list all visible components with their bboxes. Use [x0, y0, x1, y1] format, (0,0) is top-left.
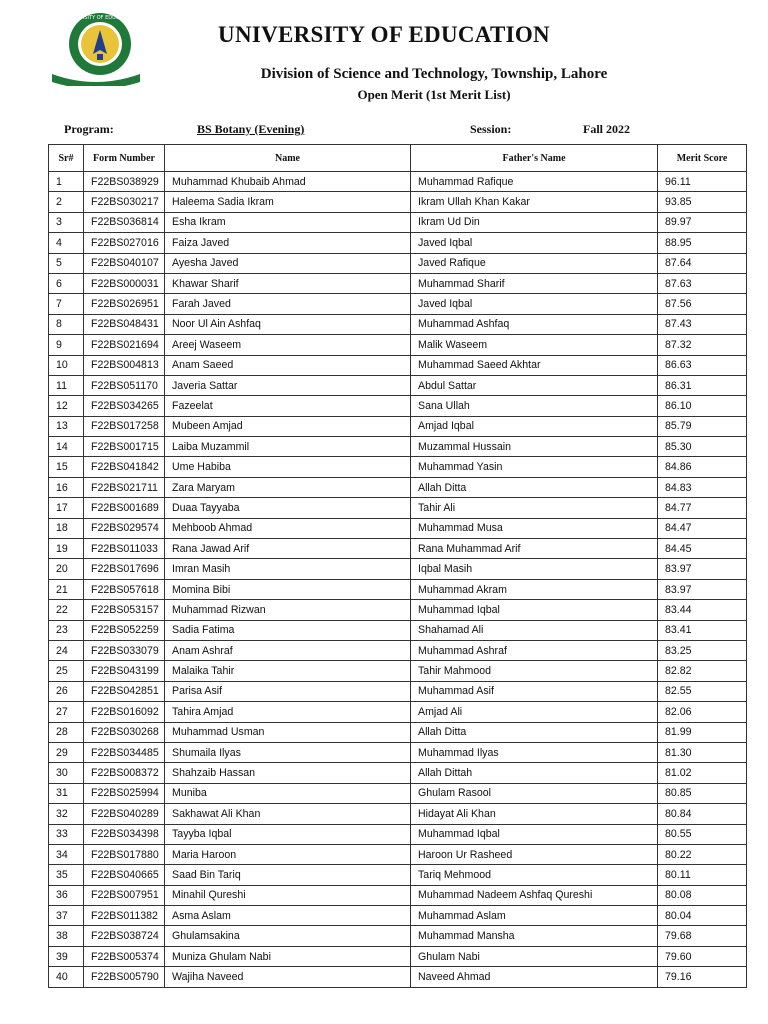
cell-sr: 37 [49, 906, 84, 926]
cell-merit-score: 79.60 [658, 946, 747, 966]
cell-sr: 11 [49, 375, 84, 395]
cell-merit-score: 87.63 [658, 273, 747, 293]
cell-sr: 38 [49, 926, 84, 946]
cell-fathers-name: Tahir Mahmood [411, 661, 658, 681]
cell-form-number: F22BS040289 [84, 804, 165, 824]
table-row [49, 416, 747, 436]
cell-sr: 28 [49, 722, 84, 742]
cell-name: Momina Bibi [165, 579, 411, 599]
col-header-merit-score: Merit Score [658, 145, 747, 172]
cell-form-number: F22BS021711 [84, 477, 165, 497]
cell-merit-score: 85.79 [658, 416, 747, 436]
cell-merit-score: 83.97 [658, 579, 747, 599]
cell-merit-score: 87.56 [658, 294, 747, 314]
cell-fathers-name: Muhammad Akram [411, 579, 658, 599]
cell-form-number: F22BS030217 [84, 192, 165, 212]
cell-merit-score: 82.82 [658, 661, 747, 681]
table-row [49, 396, 747, 416]
cell-name: Imran Masih [165, 559, 411, 579]
table-row [49, 620, 747, 640]
cell-merit-score: 86.31 [658, 375, 747, 395]
table-row [49, 742, 747, 762]
cell-merit-score: 83.44 [658, 600, 747, 620]
table-row [49, 946, 747, 966]
cell-form-number: F22BS038929 [84, 172, 165, 192]
cell-name: Areej Waseem [165, 335, 411, 355]
cell-name: Mehboob Ahmad [165, 518, 411, 538]
cell-form-number: F22BS025994 [84, 783, 165, 803]
cell-sr: 10 [49, 355, 84, 375]
cell-sr: 12 [49, 396, 84, 416]
cell-name: Sadia Fatima [165, 620, 411, 640]
cell-form-number: F22BS011382 [84, 906, 165, 926]
cell-form-number: F22BS034485 [84, 742, 165, 762]
cell-name: Tayyba Iqbal [165, 824, 411, 844]
table-row [49, 335, 747, 355]
table-row [49, 865, 747, 885]
cell-sr: 1 [49, 172, 84, 192]
cell-name: Muhammad Usman [165, 722, 411, 742]
table-row [49, 477, 747, 497]
cell-fathers-name: Tariq Mehmood [411, 865, 658, 885]
cell-sr: 33 [49, 824, 84, 844]
cell-name: Ayesha Javed [165, 253, 411, 273]
cell-form-number: F22BS026951 [84, 294, 165, 314]
cell-form-number: F22BS029574 [84, 518, 165, 538]
cell-form-number: F22BS034398 [84, 824, 165, 844]
cell-name: Muhammad Rizwan [165, 600, 411, 620]
cell-fathers-name: Muhammad Iqbal [411, 600, 658, 620]
cell-name: Wajiha Naveed [165, 967, 411, 987]
cell-merit-score: 79.16 [658, 967, 747, 987]
cell-name: Farah Javed [165, 294, 411, 314]
cell-fathers-name: Muhammad Ashraf [411, 640, 658, 660]
cell-fathers-name: Iqbal Masih [411, 559, 658, 579]
cell-form-number: F22BS034265 [84, 396, 165, 416]
cell-form-number: F22BS033079 [84, 640, 165, 660]
cell-merit-score: 80.11 [658, 865, 747, 885]
cell-form-number: F22BS011033 [84, 539, 165, 559]
cell-merit-score: 93.85 [658, 192, 747, 212]
cell-fathers-name: Muhammad Aslam [411, 906, 658, 926]
cell-merit-score: 84.83 [658, 477, 747, 497]
merit-table [48, 144, 747, 988]
table-row [49, 783, 747, 803]
cell-merit-score: 80.85 [658, 783, 747, 803]
cell-form-number: F22BS008372 [84, 763, 165, 783]
cell-fathers-name: Muhammad Yasin [411, 457, 658, 477]
cell-fathers-name: Muhammad Ilyas [411, 742, 658, 762]
cell-fathers-name: Muhammad Musa [411, 518, 658, 538]
cell-sr: 5 [49, 253, 84, 273]
cell-sr: 25 [49, 661, 84, 681]
cell-form-number: F22BS038724 [84, 926, 165, 946]
table-row [49, 906, 747, 926]
cell-sr: 30 [49, 763, 84, 783]
cell-name: Anam Ashraf [165, 640, 411, 660]
table-row [49, 722, 747, 742]
cell-merit-score: 96.11 [658, 172, 747, 192]
cell-sr: 9 [49, 335, 84, 355]
cell-merit-score: 80.84 [658, 804, 747, 824]
cell-merit-score: 86.63 [658, 355, 747, 375]
cell-merit-score: 85.30 [658, 437, 747, 457]
cell-form-number: F22BS040107 [84, 253, 165, 273]
cell-name: Noor Ul Ain Ashfaq [165, 314, 411, 334]
cell-name: Ume Habiba [165, 457, 411, 477]
cell-form-number: F22BS007951 [84, 885, 165, 905]
cell-sr: 2 [49, 192, 84, 212]
division-subtitle: Division of Science and Technology, Township, Lahore [260, 66, 608, 82]
col-header-name: Name [165, 145, 411, 172]
cell-merit-score: 80.55 [658, 824, 747, 844]
cell-fathers-name: Javed Iqbal [411, 294, 658, 314]
cell-merit-score: 84.47 [658, 518, 747, 538]
cell-form-number: F22BS027016 [84, 233, 165, 253]
cell-name: Ghulamsakina [165, 926, 411, 946]
cell-merit-score: 84.45 [658, 539, 747, 559]
cell-name: Laiba Muzammil [165, 437, 411, 457]
cell-sr: 27 [49, 702, 84, 722]
cell-fathers-name: Muhammad Rafique [411, 172, 658, 192]
cell-name: Fazeelat [165, 396, 411, 416]
cell-fathers-name: Naveed Ahmad [411, 967, 658, 987]
table-row [49, 804, 747, 824]
cell-form-number: F22BS005374 [84, 946, 165, 966]
table-row [49, 212, 747, 232]
cell-merit-score: 80.04 [658, 906, 747, 926]
cell-fathers-name: Javed Rafique [411, 253, 658, 273]
cell-fathers-name: Tahir Ali [411, 498, 658, 518]
cell-merit-score: 84.77 [658, 498, 747, 518]
cell-fathers-name: Muhammad Saeed Akhtar [411, 355, 658, 375]
table-row [49, 539, 747, 559]
cell-fathers-name: Shahamad Ali [411, 620, 658, 640]
cell-sr: 8 [49, 314, 84, 334]
table-row [49, 579, 747, 599]
program-value: BS Botany (Evening) [197, 122, 305, 136]
cell-name: Sakhawat Ali Khan [165, 804, 411, 824]
cell-fathers-name: Muhammad Ashfaq [411, 314, 658, 334]
table-row [49, 273, 747, 293]
table-row [49, 294, 747, 314]
table-row [49, 926, 747, 946]
cell-sr: 39 [49, 946, 84, 966]
merit-list-title: Open Merit (1st Merit List) [357, 87, 511, 102]
cell-name: Muniba [165, 783, 411, 803]
table-row [49, 640, 747, 660]
cell-name: Haleema Sadia Ikram [165, 192, 411, 212]
cell-form-number: F22BS041842 [84, 457, 165, 477]
cell-fathers-name: Ikram Ullah Khan Kakar [411, 192, 658, 212]
cell-name: Minahil Qureshi [165, 885, 411, 905]
cell-sr: 4 [49, 233, 84, 253]
cell-name: Khawar Sharif [165, 273, 411, 293]
table-row [49, 844, 747, 864]
cell-form-number: F22BS051170 [84, 375, 165, 395]
cell-name: Zara Maryam [165, 477, 411, 497]
cell-sr: 35 [49, 865, 84, 885]
col-header-fathers-name: Father's Name [411, 145, 658, 172]
cell-name: Shumaila Ilyas [165, 742, 411, 762]
cell-fathers-name: Allah Dittah [411, 763, 658, 783]
cell-name: Mubeen Amjad [165, 416, 411, 436]
table-row [49, 375, 747, 395]
cell-form-number: F22BS017258 [84, 416, 165, 436]
col-header-form-number: Form Number [84, 145, 165, 172]
table-row [49, 518, 747, 538]
cell-name: Shahzaib Hassan [165, 763, 411, 783]
cell-name: Rana Jawad Arif [165, 539, 411, 559]
cell-fathers-name: Javed Iqbal [411, 233, 658, 253]
cell-fathers-name: Muhammad Nadeem Ashfaq Qureshi [411, 885, 658, 905]
cell-fathers-name: Amjad Ali [411, 702, 658, 722]
cell-name: Tahira Amjad [165, 702, 411, 722]
cell-form-number: F22BS004813 [84, 355, 165, 375]
cell-merit-score: 83.41 [658, 620, 747, 640]
cell-name: Anam Saeed [165, 355, 411, 375]
table-row [49, 885, 747, 905]
cell-form-number: F22BS017880 [84, 844, 165, 864]
cell-fathers-name: Amjad Iqbal [411, 416, 658, 436]
cell-sr: 3 [49, 212, 84, 232]
cell-merit-score: 79.68 [658, 926, 747, 946]
cell-sr: 24 [49, 640, 84, 660]
cell-fathers-name: Ghulam Rasool [411, 783, 658, 803]
cell-name: Asma Aslam [165, 906, 411, 926]
cell-merit-score: 87.43 [658, 314, 747, 334]
cell-sr: 15 [49, 457, 84, 477]
cell-merit-score: 84.86 [658, 457, 747, 477]
cell-form-number: F22BS042851 [84, 681, 165, 701]
table-row [49, 253, 747, 273]
table-row [49, 681, 747, 701]
table-row [49, 314, 747, 334]
cell-form-number: F22BS021694 [84, 335, 165, 355]
cell-name: Saad Bin Tariq [165, 865, 411, 885]
cell-fathers-name: Hidayat Ali Khan [411, 804, 658, 824]
table-header-row [49, 145, 747, 172]
table-row [49, 457, 747, 477]
cell-form-number: F22BS052259 [84, 620, 165, 640]
cell-sr: 7 [49, 294, 84, 314]
cell-sr: 14 [49, 437, 84, 457]
cell-name: Esha Ikram [165, 212, 411, 232]
cell-name: Malaika Tahir [165, 661, 411, 681]
cell-form-number: F22BS030268 [84, 722, 165, 742]
table-row [49, 967, 747, 987]
cell-sr: 6 [49, 273, 84, 293]
cell-fathers-name: Malik Waseem [411, 335, 658, 355]
table-row [49, 559, 747, 579]
table-row [49, 763, 747, 783]
cell-sr: 29 [49, 742, 84, 762]
program-label: Program: [64, 122, 114, 136]
session-label: Session: [470, 122, 512, 136]
cell-form-number: F22BS005790 [84, 967, 165, 987]
cell-name: Parisa Asif [165, 681, 411, 701]
cell-name: Muniza Ghulam Nabi [165, 946, 411, 966]
cell-form-number: F22BS001715 [84, 437, 165, 457]
cell-fathers-name: Muhammad Iqbal [411, 824, 658, 844]
cell-sr: 16 [49, 477, 84, 497]
cell-sr: 18 [49, 518, 84, 538]
cell-form-number: F22BS048431 [84, 314, 165, 334]
cell-form-number: F22BS000031 [84, 273, 165, 293]
table-row [49, 355, 747, 375]
cell-merit-score: 82.06 [658, 702, 747, 722]
cell-form-number: F22BS053157 [84, 600, 165, 620]
cell-merit-score: 88.95 [658, 233, 747, 253]
cell-sr: 23 [49, 620, 84, 640]
cell-fathers-name: Haroon Ur Rasheed [411, 844, 658, 864]
cell-form-number: F22BS001689 [84, 498, 165, 518]
session-value: Fall 2022 [583, 122, 630, 136]
cell-merit-score: 87.32 [658, 335, 747, 355]
cell-sr: 32 [49, 804, 84, 824]
cell-fathers-name: Allah Ditta [411, 477, 658, 497]
cell-sr: 40 [49, 967, 84, 987]
table-row [49, 498, 747, 518]
table-row [49, 661, 747, 681]
cell-form-number: F22BS017696 [84, 559, 165, 579]
cell-fathers-name: Muzammal Hussain [411, 437, 658, 457]
cell-merit-score: 83.25 [658, 640, 747, 660]
cell-form-number: F22BS057618 [84, 579, 165, 599]
cell-form-number: F22BS040665 [84, 865, 165, 885]
cell-name: Duaa Tayyaba [165, 498, 411, 518]
cell-fathers-name: Allah Ditta [411, 722, 658, 742]
cell-merit-score: 87.64 [658, 253, 747, 273]
table-row [49, 437, 747, 457]
cell-fathers-name: Muhammad Mansha [411, 926, 658, 946]
cell-sr: 21 [49, 579, 84, 599]
col-header-sr: Sr# [49, 145, 84, 172]
cell-merit-score: 80.08 [658, 885, 747, 905]
cell-merit-score: 80.22 [658, 844, 747, 864]
cell-merit-score: 82.55 [658, 681, 747, 701]
table-row [49, 824, 747, 844]
cell-merit-score: 81.02 [658, 763, 747, 783]
cell-merit-score: 81.30 [658, 742, 747, 762]
cell-merit-score: 89.97 [658, 212, 747, 232]
cell-sr: 31 [49, 783, 84, 803]
cell-fathers-name: Muhammad Sharif [411, 273, 658, 293]
cell-name: Maria Haroon [165, 844, 411, 864]
logo-text: UNIVERSITY OF EDUCATION [65, 15, 135, 21]
table-row [49, 192, 747, 212]
cell-name: Muhammad Khubaib Ahmad [165, 172, 411, 192]
cell-sr: 36 [49, 885, 84, 905]
cell-form-number: F22BS043199 [84, 661, 165, 681]
table-row [49, 600, 747, 620]
cell-fathers-name: Rana Muhammad Arif [411, 539, 658, 559]
cell-fathers-name: Abdul Sattar [411, 375, 658, 395]
cell-merit-score: 86.10 [658, 396, 747, 416]
cell-merit-score: 83.97 [658, 559, 747, 579]
cell-form-number: F22BS016092 [84, 702, 165, 722]
table-row [49, 233, 747, 253]
cell-sr: 20 [49, 559, 84, 579]
cell-fathers-name: Sana Ullah [411, 396, 658, 416]
cell-fathers-name: Ikram Ud Din [411, 212, 658, 232]
cell-sr: 26 [49, 681, 84, 701]
cell-sr: 22 [49, 600, 84, 620]
cell-name: Faiza Javed [165, 233, 411, 253]
cell-fathers-name: Ghulam Nabi [411, 946, 658, 966]
cell-sr: 34 [49, 844, 84, 864]
page-title: UNIVERSITY OF EDUCATION [218, 22, 550, 47]
table-row [49, 702, 747, 722]
cell-sr: 17 [49, 498, 84, 518]
cell-name: Javeria Sattar [165, 375, 411, 395]
cell-form-number: F22BS036814 [84, 212, 165, 232]
university-seal-icon [48, 10, 144, 86]
table-row [49, 172, 747, 192]
cell-sr: 19 [49, 539, 84, 559]
cell-fathers-name: Muhammad Asif [411, 681, 658, 701]
cell-merit-score: 81.99 [658, 722, 747, 742]
cell-sr: 13 [49, 416, 84, 436]
